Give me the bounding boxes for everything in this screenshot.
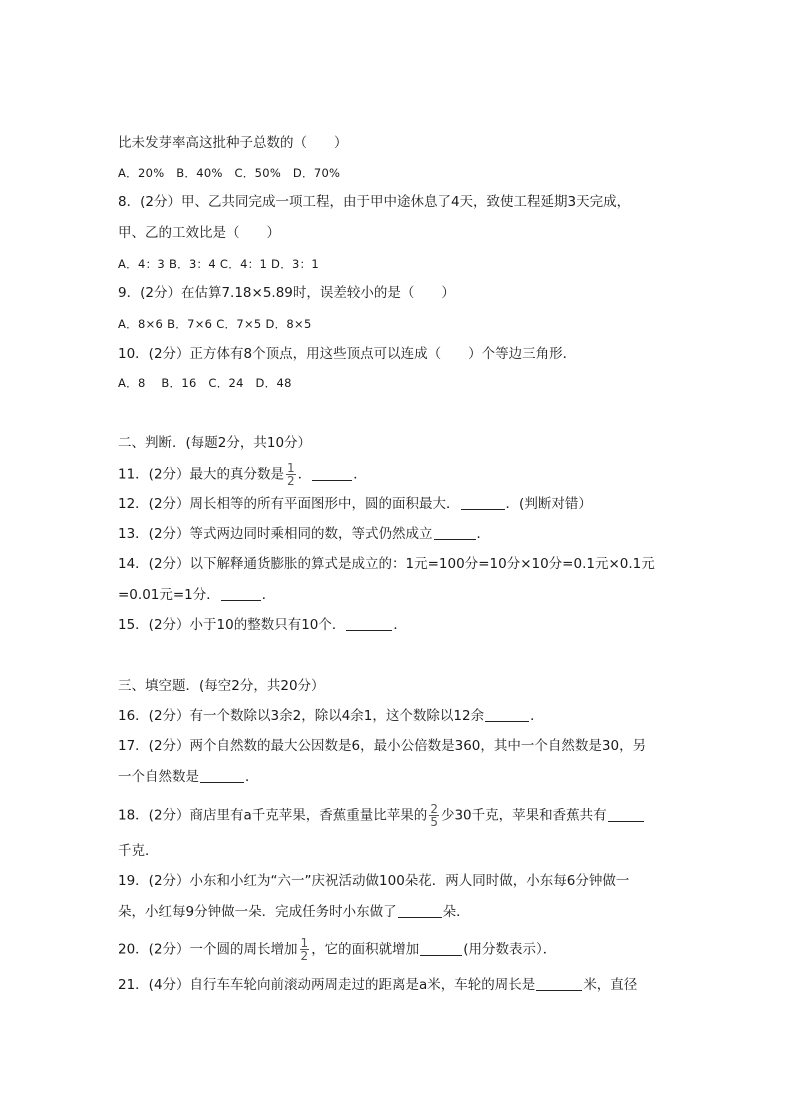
- q10-options: A．8 B．16 C．24 D．48: [118, 376, 292, 390]
- q21-tail: 米，直径: [583, 977, 638, 993]
- q18-fraction: [429, 803, 439, 828]
- q18-line1: [118, 803, 645, 828]
- q19-answer-blank[interactable]: [398, 903, 442, 918]
- q11-answer-blank[interactable]: [312, 466, 352, 481]
- q19-tail: 朵．: [442, 904, 470, 920]
- q20-fraction-numerator: 1: [300, 936, 309, 950]
- q10-stem: 10．(2分）正方体有8个顶点，用这些顶点可以连成（ ）个等边三角形．: [118, 346, 577, 362]
- q12: [118, 494, 592, 514]
- q18-text: 18．(2分）商店里有a千克苹果，香蕉重量比苹果的: [118, 807, 428, 824]
- q11-text: 11．(2分）最大的真分数是: [118, 466, 285, 483]
- q9-options: A．8×6 B．7×6 C．7×5 D．8×5: [118, 317, 312, 331]
- q20-tail: (用分数表示）．: [463, 941, 557, 958]
- q20-answer-blank[interactable]: [420, 941, 462, 956]
- q15-answer-blank[interactable]: [346, 616, 392, 631]
- q14-text: =0.01元=1分．: [118, 587, 220, 603]
- q17-line1: 17．(2分）两个自然数的最大公因数是6，最小公倍数是360，其中一个自然数是30，另: [118, 738, 647, 754]
- q16-tail: ．: [530, 708, 544, 724]
- q18-text-after: 少30千克，苹果和香蕉共有: [440, 807, 607, 824]
- q14-tail: ．: [261, 587, 276, 603]
- q14-answer-blank[interactable]: [221, 586, 261, 601]
- q11-fraction-numerator: 1: [287, 461, 295, 475]
- q21-answer-blank[interactable]: [536, 976, 582, 991]
- q20-text: 20．(2分）一个圆的周长增加: [118, 941, 298, 958]
- q15-tail: ．: [393, 617, 407, 633]
- q16-text: 16．(2分）有一个数除以3余2，除以4余1，这个数除以12余: [118, 708, 485, 724]
- q18-answer-blank[interactable]: [608, 807, 644, 822]
- q13-tail: ．: [476, 526, 491, 542]
- q18-fraction-denominator: 5: [430, 815, 438, 829]
- section-3-heading: 三、填空题．(每空2分，共20分）: [118, 678, 325, 694]
- q20-fraction: [300, 937, 310, 962]
- q20: [118, 937, 556, 962]
- q17-line2: [118, 767, 259, 787]
- q7-stem-tail: 比未发芽率高这批种子总数的（ ）: [118, 135, 348, 151]
- q7-options: A．20% B．40% C．50% D．70%: [118, 166, 341, 180]
- q17-tail: ．: [245, 769, 259, 785]
- q12-text: 12．(2分）周长相等的所有平面图形中，圆的面积最大．: [118, 496, 460, 512]
- q12-answer-blank[interactable]: [461, 495, 505, 510]
- q17-text: 一个自然数是: [118, 769, 199, 785]
- q15-text: 15．(2分）小于10的整数只有10个．: [118, 617, 346, 633]
- q13-text: 13．(2分）等式两边同时乘相同的数，等式仍然成立: [118, 526, 433, 542]
- q19-line2: [118, 902, 470, 922]
- q21-text: 21．(4分）自行车车轮向前滚动两周走过的距离是a米，车轮的周长是: [118, 977, 536, 993]
- q19-text: 朵，小红每9分钟做一朵．完成任务时小东做了: [118, 904, 397, 920]
- q8-stem-line2: 甲、乙的工效比是（ ）: [118, 225, 280, 241]
- q11-fraction: [286, 462, 296, 487]
- q8-stem-line1: 8．(2分）甲、乙共同完成一项工程，由于甲中途休息了4天，致使工程延期3天完成，: [118, 194, 631, 210]
- q14-line1: 14．(2分）以下解释通货膨胀的算式是成立的：1元=100分=10分×10分=0.1元×0.1元: [118, 556, 655, 572]
- q11-fraction-denominator: 2: [287, 474, 295, 488]
- q13: [118, 524, 490, 544]
- q11: [118, 462, 367, 487]
- q14-line2: [118, 585, 275, 605]
- q15: [118, 615, 407, 635]
- q12-tail: ．(判断对错）: [505, 496, 592, 512]
- q21: [118, 975, 637, 995]
- q16: [118, 706, 544, 726]
- q11-period: ．: [297, 466, 312, 483]
- q20-text-after: ，它的面积就增加: [311, 941, 420, 958]
- q18-line2: 千克．: [118, 843, 159, 859]
- q18-fraction-numerator: 2: [430, 802, 438, 816]
- q17-answer-blank[interactable]: [200, 768, 244, 783]
- q16-answer-blank[interactable]: [485, 707, 529, 722]
- section-2-heading: 二、判断．(每题2分，共10分）: [118, 435, 312, 451]
- q13-answer-blank[interactable]: [434, 525, 476, 540]
- q8-options: A．4：3 B．3：4 C．4：1 D．3：1: [118, 257, 320, 271]
- q11-end: ．: [353, 466, 367, 483]
- q9-stem: 9．(2分）在估算7.18×5.89时，误差较小的是（ ）: [118, 285, 455, 301]
- q19-line1: 19．(2分）小东和小红为“六一”庆祝活动做100朵花．两人同时做，小东每6分钟做一: [118, 873, 630, 889]
- q20-fraction-denominator: 2: [300, 949, 309, 963]
